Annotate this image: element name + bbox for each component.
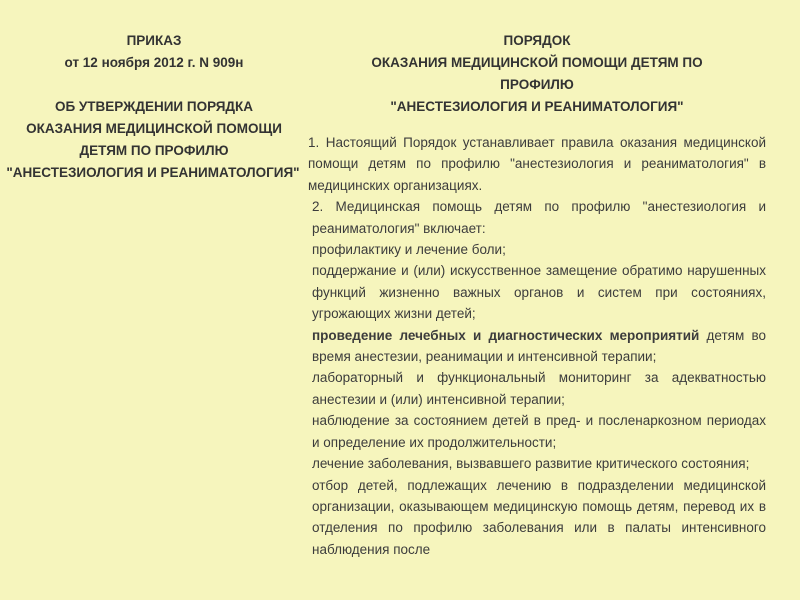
order-subject-line-3: ДЕТЯМ ПО ПРОФИЛЮ xyxy=(79,143,229,158)
list-item-6: лечение заболевания, вызвавшего развитие критического состояния; xyxy=(312,456,750,472)
procedure-title-line-3: ПРОФИЛЮ xyxy=(500,77,574,92)
order-subject-line-1: ОБ УТВЕРЖДЕНИИ ПОРЯДКА xyxy=(54,99,254,114)
order-header xyxy=(0,30,308,184)
order-subject-line-2: ОКАЗАНИЯ МЕДИЦИНСКОЙ ПОМОЩИ xyxy=(26,121,282,136)
list-item-3-bold: проведение лечебных и диагностических мероприятий xyxy=(312,327,700,343)
order-subject-line-4: "АНЕСТЕЗИОЛОГИЯ И РЕАНИМАТОЛОГИЯ" xyxy=(6,165,300,180)
procedure-title: ПОРЯДОК xyxy=(503,33,571,48)
paragraph-1: 1. Настоящий Порядок устанавливает правила оказания медицинской помощи детям по профилю "анестезиология и реаниматология" в медицинских организациях. xyxy=(308,135,766,193)
list-item-2: поддержание и (или) искусственное замещение обратимо нарушенных функций жизненно важных органов и систем при состояниях, угрожающих жизни детей; xyxy=(312,263,766,322)
procedure-title-line-2: ОКАЗАНИЯ МЕДИЦИНСКОЙ ПОМОЩИ ДЕТЯМ ПО xyxy=(371,55,703,70)
list-item-4: лабораторный и функциональный мониторинг за адекватностью анестезии и (или) интенсивной терапии; xyxy=(312,370,766,407)
paragraph-2: 2. Медицинская помощь детям по профилю "анестезиология и реаниматология" включает: xyxy=(312,199,766,236)
procedure-body xyxy=(308,30,766,560)
list-item-5: наблюдение за состоянием детей в пред- и посленаркозном периодах и определение их продолжительности; xyxy=(312,413,766,450)
list-item-1: профилактику и лечение боли; xyxy=(312,242,506,258)
list-item-3-rest: детям во время анестезии, реанимации и интенсивной терапии; xyxy=(312,327,766,365)
order-title: ПРИКАЗ xyxy=(126,33,182,48)
list-item-3 xyxy=(308,325,766,368)
procedure-title-line-4: "АНЕСТЕЗИОЛОГИЯ И РЕАНИМАТОЛОГИЯ" xyxy=(390,99,684,114)
order-date: от 12 ноября 2012 г. N 909н xyxy=(64,55,244,70)
list-item-7: отбор детей, подлежащих лечению в подразделении медицинской организации, оказывающем медицинскую помощь детям, перевод их в отделения по профилю заболевания или в палаты интенсивного наблюдения после xyxy=(312,477,766,557)
